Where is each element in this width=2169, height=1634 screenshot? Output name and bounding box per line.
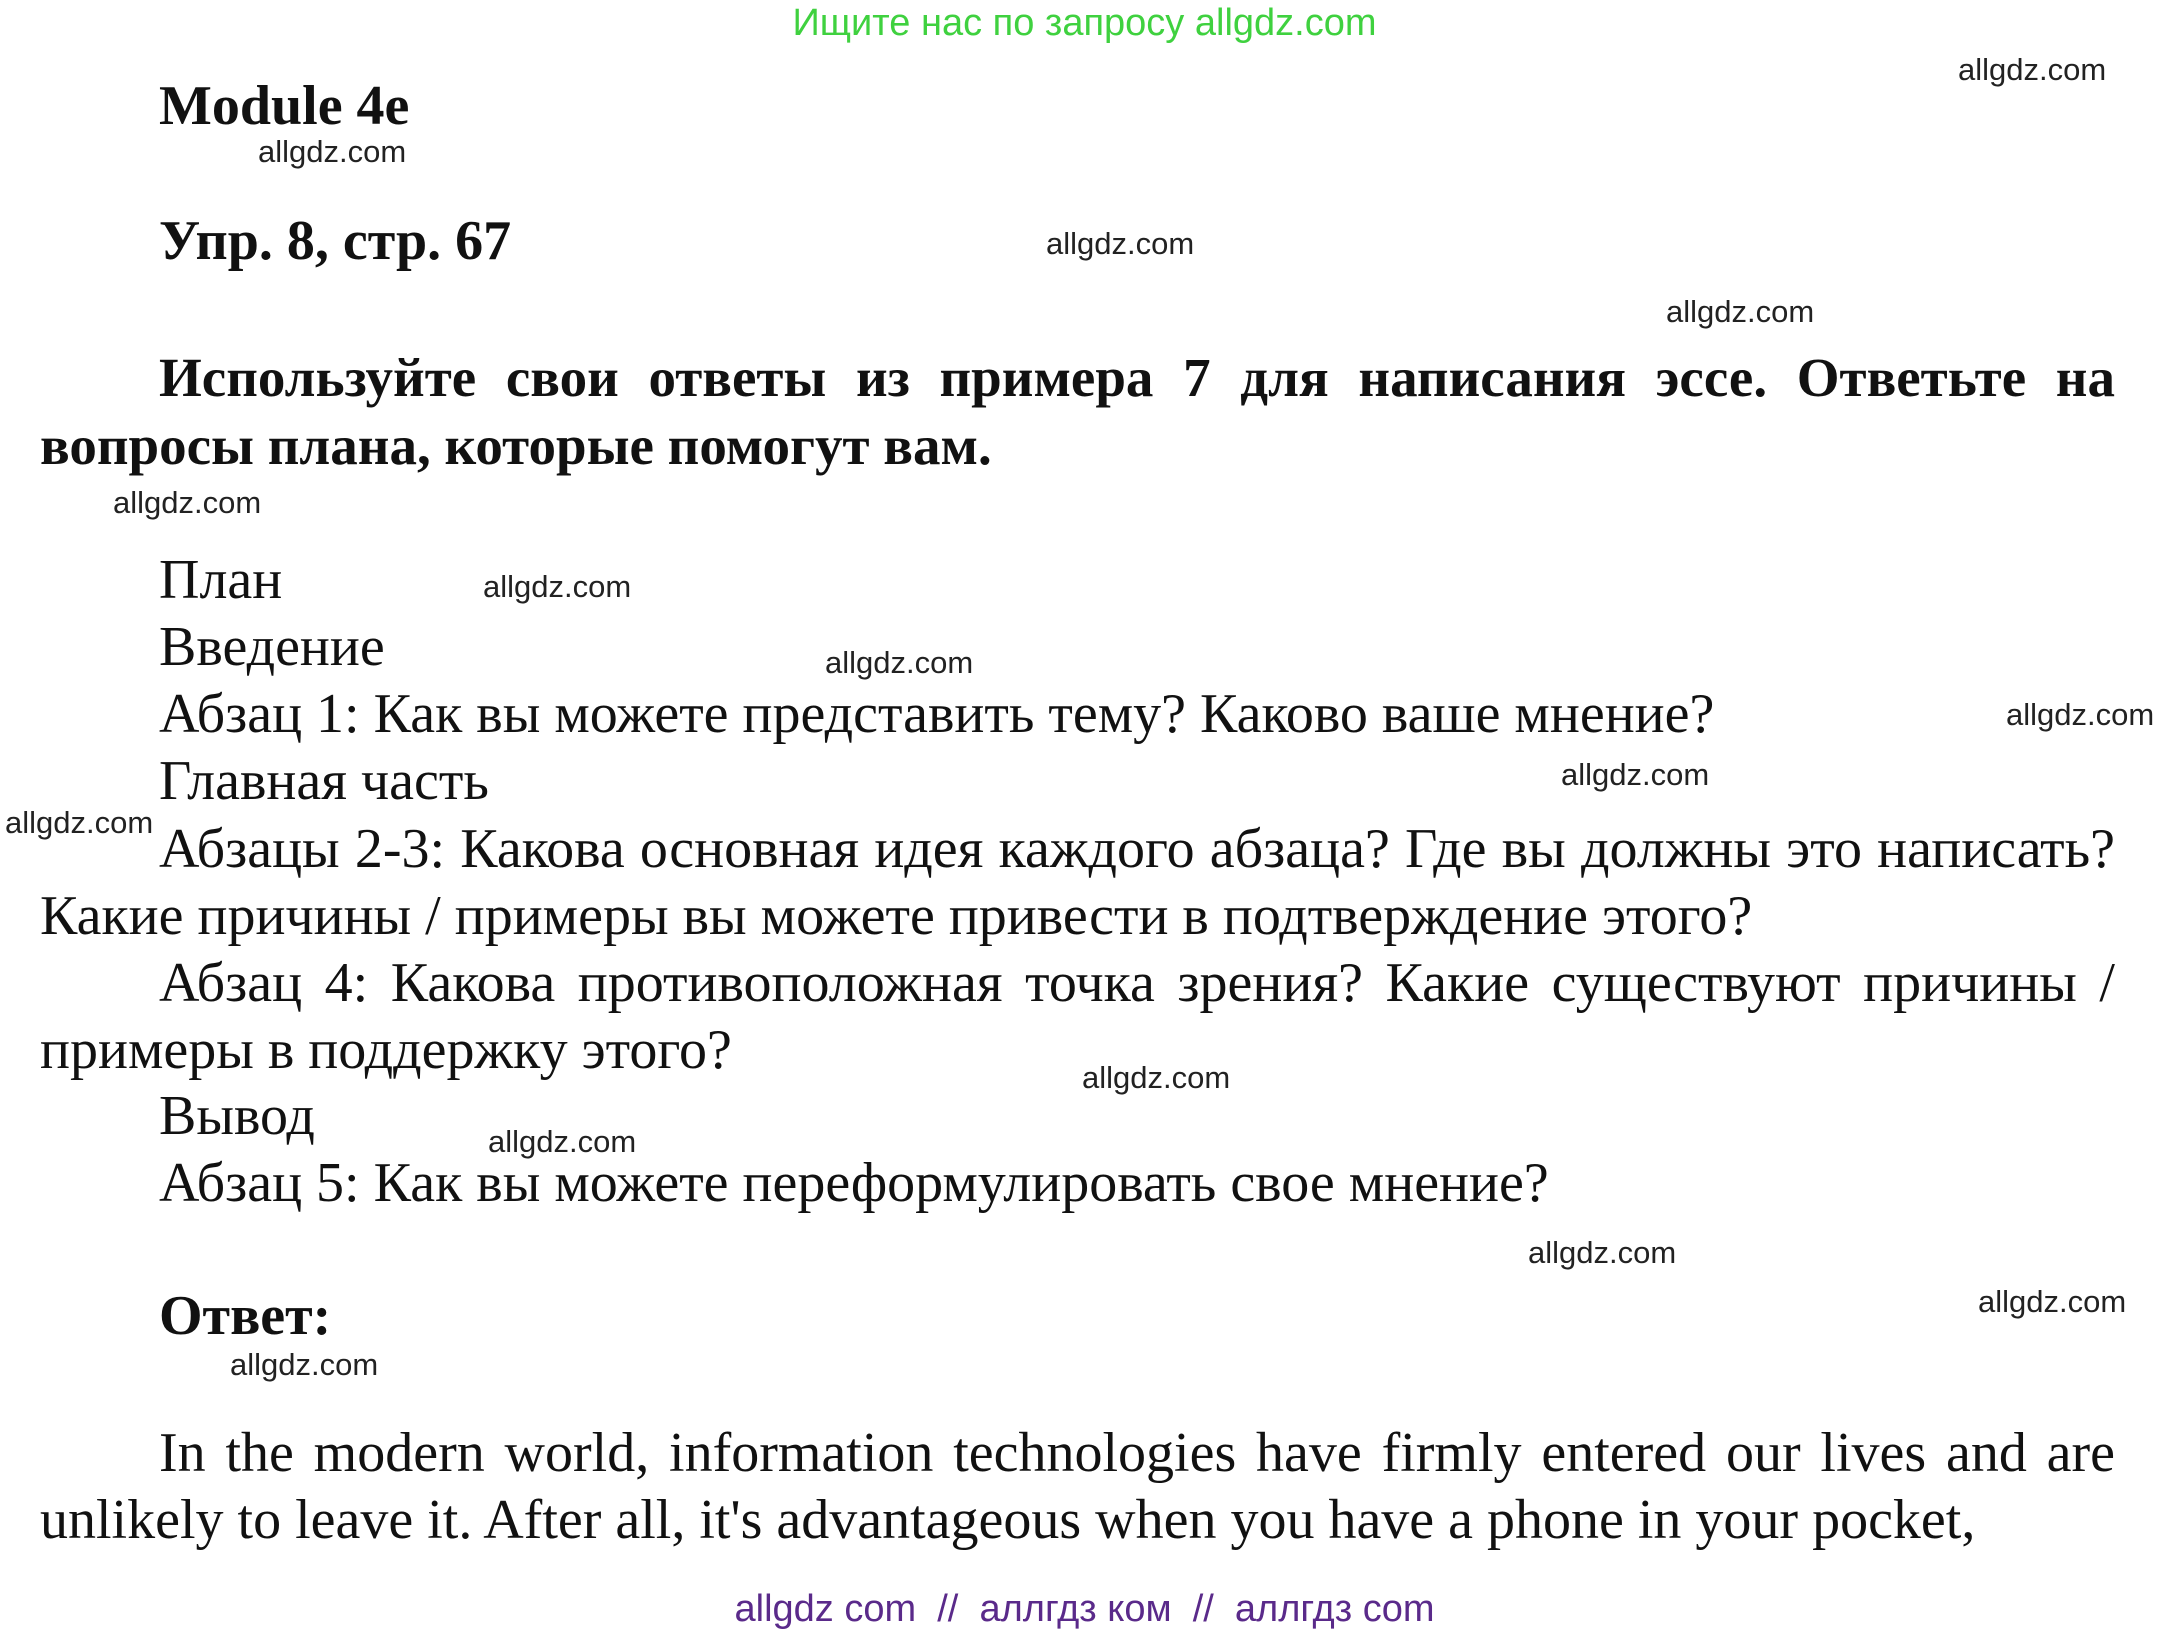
paragraph-4-question: Абзац 4: Какова противоположная точка зрения? Какие существуют причины / примеры в поддержку этого? xyxy=(40,952,2115,1081)
main-heading: Главная часть xyxy=(159,750,489,812)
answer-text: In the modern world, information technologies have firmly entered our lives and are unlikely to leave it. After all, it's advantageous when you have a phone in your pocket, xyxy=(40,1422,2115,1551)
intro-heading: Введение xyxy=(159,616,385,678)
watermark: allgdz.com xyxy=(1666,294,1815,329)
paragraph-1-question: Абзац 1: Как вы можете представить тему? Каково ваше мнение? xyxy=(159,683,1715,745)
watermark: allgdz.com xyxy=(113,485,262,520)
conclusion-heading: Вывод xyxy=(159,1085,315,1147)
watermark: allgdz.com xyxy=(825,645,974,680)
watermark: allgdz.com xyxy=(1958,52,2107,87)
answer-label: Ответ: xyxy=(159,1285,332,1347)
watermark: allgdz.com xyxy=(258,134,407,169)
paragraphs-2-3-question: Абзацы 2-3: Какова основная идея каждого абзаца? Где вы должны это написать? Какие причины / примеры вы можете привести в подтверждение этого? xyxy=(40,818,2115,947)
watermark: allgdz.com xyxy=(1561,757,1710,792)
exercise-title: Упр. 8, стр. 67 xyxy=(159,210,512,272)
plan-title: План xyxy=(159,549,283,611)
watermark: allgdz.com xyxy=(1046,226,1195,261)
module-title: Module 4e xyxy=(159,75,410,137)
top-banner: Ищите нас по запросу allgdz.com xyxy=(792,2,1377,44)
paragraph-5-question: Абзац 5: Как вы можете переформулировать свое мнение? xyxy=(159,1152,1549,1214)
watermark: allgdz.com xyxy=(5,805,154,840)
watermark: allgdz.com xyxy=(1978,1284,2127,1319)
watermark: allgdz.com xyxy=(483,569,632,604)
watermark: allgdz.com xyxy=(2006,697,2155,732)
task-text: Используйте свои ответы из примера 7 для написания эссе. Ответьте на вопросы плана, которые помогут вам. xyxy=(40,347,2115,476)
bottom-banner: allgdz com // аллгдз ком // аллгдз com xyxy=(734,1588,1435,1630)
watermark: allgdz.com xyxy=(1528,1235,1677,1270)
watermark: allgdz.com xyxy=(488,1124,637,1159)
watermark: allgdz.com xyxy=(1082,1060,1231,1095)
watermark: allgdz.com xyxy=(230,1347,379,1382)
